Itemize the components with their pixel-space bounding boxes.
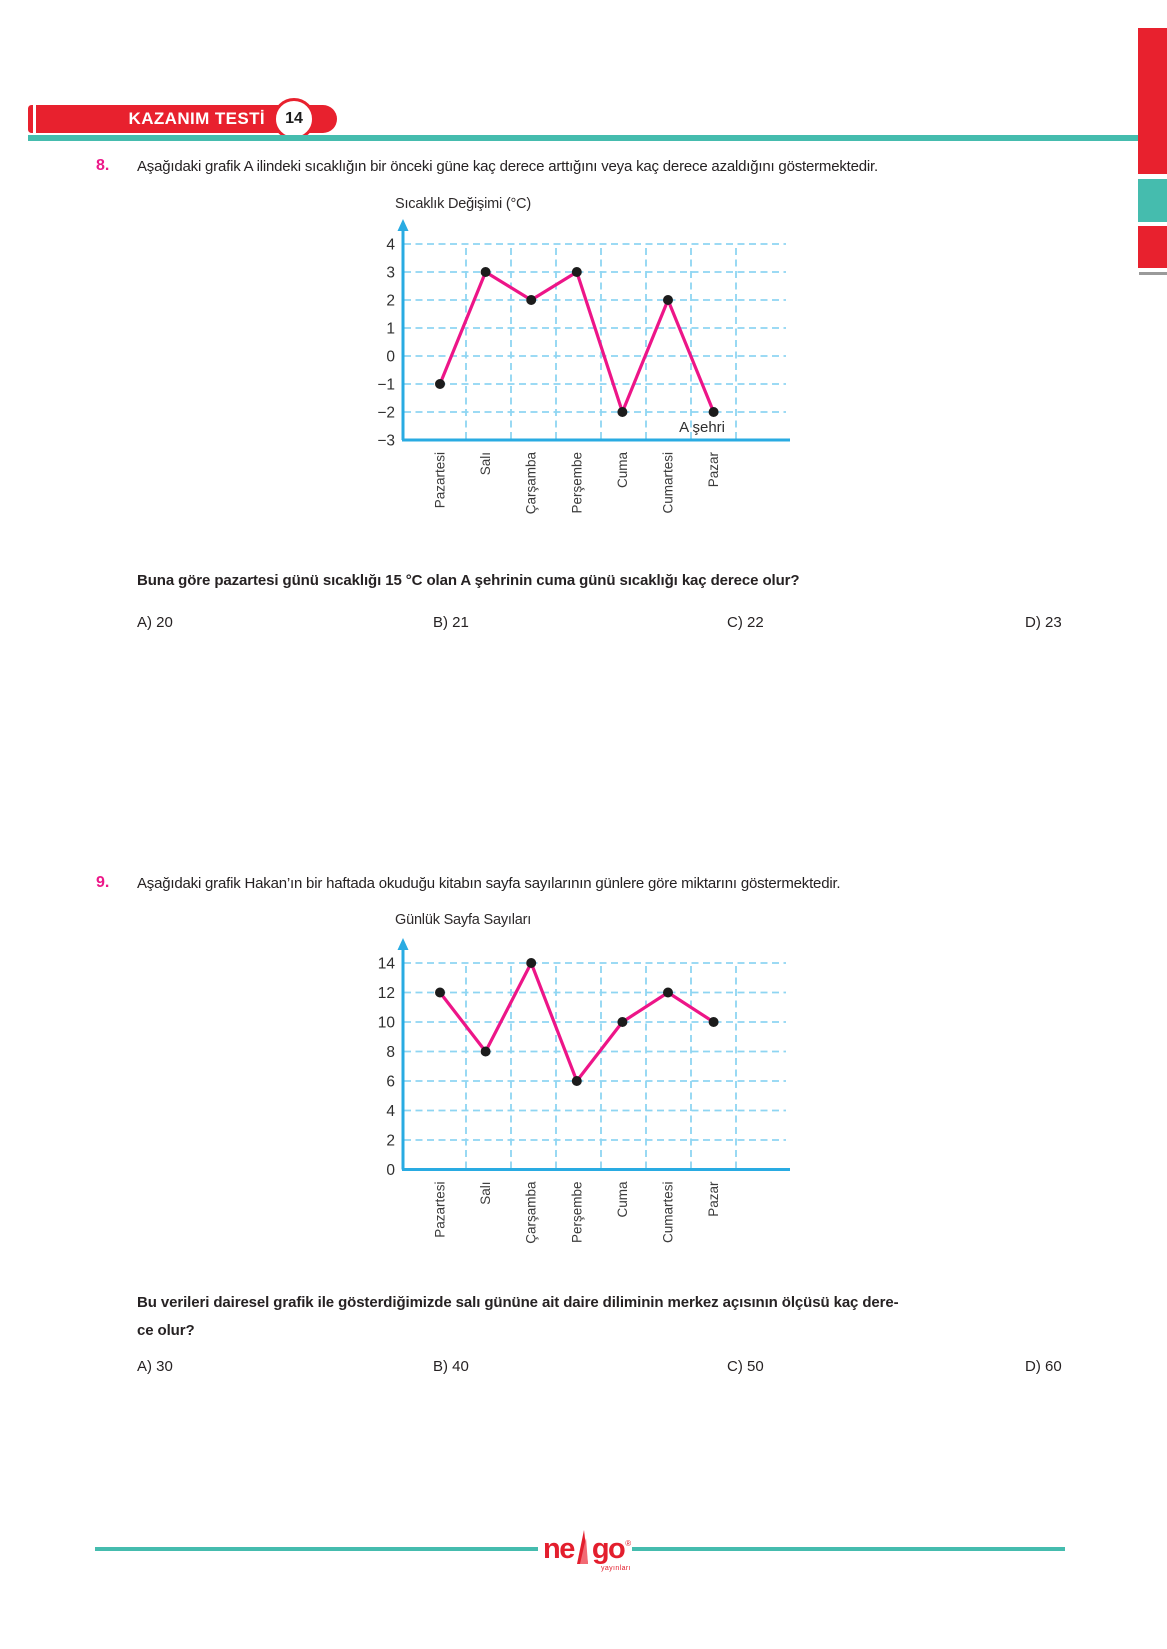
- x-category-label: Perşembe: [569, 1181, 585, 1244]
- edge-red-bar: [1138, 28, 1167, 174]
- question-9-option-b: B) 40: [433, 1358, 469, 1375]
- x-category-label: Pazar: [706, 1181, 722, 1217]
- y-tick-label: 2: [386, 292, 395, 310]
- header-underline: [28, 135, 1138, 141]
- data-point: [617, 407, 627, 417]
- question-8-option-d: D) 23: [1025, 614, 1062, 631]
- y-tick-label: 2: [386, 1132, 395, 1150]
- y-tick-label: 12: [377, 985, 395, 1002]
- y-tick-label: 8: [386, 1044, 395, 1061]
- y-tick-label: 14: [377, 955, 395, 973]
- y-tick-label: −3: [377, 432, 395, 450]
- data-point: [617, 1017, 627, 1027]
- logo-text-ne: ne: [543, 1533, 574, 1565]
- y-tick-label: 3: [386, 264, 395, 282]
- question-9-option-d: D) 60: [1025, 1358, 1062, 1375]
- data-point: [709, 1017, 719, 1027]
- data-point: [526, 295, 536, 305]
- question-9-text: [137, 1289, 899, 1345]
- y-tick-label: 6: [386, 1073, 395, 1091]
- registered-mark: ®: [625, 1539, 632, 1548]
- data-point: [526, 958, 536, 968]
- book-icon: [575, 1528, 591, 1566]
- y-tick-label: 4: [386, 1103, 395, 1120]
- test-number-badge: 14: [273, 98, 315, 140]
- question-8-text: Buna göre pazartesi günü sıcaklığı 15 °C olan A şehrinin cuma günü sıcaklığı kaç derece olur?: [137, 572, 800, 589]
- y-tick-label: 0: [386, 348, 395, 366]
- footer-rule-left: [95, 1547, 538, 1551]
- question-8-option-a: A) 20: [137, 614, 173, 631]
- page-title: KAZANIM TESTİ: [128, 109, 265, 128]
- data-point: [481, 1047, 491, 1057]
- data-point: [435, 988, 445, 998]
- x-category-label: Pazartesi: [432, 1181, 448, 1238]
- x-category-label: Cuma: [614, 1181, 630, 1218]
- x-category-label: Cumartesi: [660, 1181, 676, 1244]
- chart-1-title: Sıcaklık Değişimi (°C): [395, 196, 531, 212]
- question-9-option-c: C) 50: [727, 1358, 764, 1375]
- y-tick-label: 1: [386, 320, 395, 338]
- edge-teal-square: [1138, 179, 1167, 222]
- x-category-label: Salı: [478, 452, 494, 476]
- data-point: [435, 379, 445, 389]
- question-8-number: 8.: [96, 157, 110, 174]
- x-category-label: Cumartesi: [660, 452, 676, 514]
- edge-red-square: [1138, 226, 1167, 268]
- chart-2-plot: [358, 934, 790, 1262]
- chart-1-plot: [358, 218, 790, 532]
- chart-2: [358, 912, 798, 1267]
- x-category-label: Çarşamba: [523, 1181, 539, 1244]
- chart-annotation: A şehri: [679, 419, 725, 436]
- header-banner-stripe: [33, 105, 36, 133]
- y-tick-label: −2: [377, 404, 395, 422]
- y-tick-label: 0: [386, 1162, 395, 1179]
- data-point: [663, 988, 673, 998]
- chart-1: [358, 196, 798, 537]
- data-point: [481, 267, 491, 277]
- question-9-intro: Aşağıdaki grafik Hakan’ın bir haftada okuduğu kitabın sayfa sayılarının günlere göre miktarını göstermektedir.: [137, 875, 841, 892]
- chart-2-title: Günlük Sayfa Sayıları: [395, 912, 532, 928]
- y-axis-arrow: [398, 219, 409, 231]
- question-9-text-line-2: ce olur?: [137, 1322, 195, 1339]
- x-category-label: Pazar: [706, 452, 722, 488]
- y-tick-label: 4: [386, 236, 395, 254]
- x-category-label: Perşembe: [569, 452, 585, 514]
- data-point: [709, 407, 719, 417]
- y-axis-arrow: [398, 938, 409, 950]
- y-tick-label: 10: [377, 1014, 395, 1032]
- logo-text-go: go: [591, 1533, 625, 1565]
- edge-gray-line: [1139, 272, 1167, 275]
- x-category-label: Salı: [478, 1181, 494, 1205]
- y-tick-label: −1: [377, 376, 395, 394]
- x-category-label: Pazartesi: [432, 452, 448, 509]
- x-category-label: Çarşamba: [523, 452, 539, 515]
- x-category-label: Cuma: [614, 452, 630, 489]
- question-9-text-line-1: Bu verileri dairesel grafik ile gösterdiğimizde salı gününe ait daire diliminin merkez açısının ölçüsü kaç dere-: [137, 1294, 899, 1311]
- data-point: [572, 1076, 582, 1086]
- question-8-option-c: C) 22: [727, 614, 764, 631]
- publisher-logo: [543, 1524, 639, 1574]
- logo-subtext: yayınları: [600, 1565, 631, 1572]
- question-8-intro: Aşağıdaki grafik A ilindeki sıcaklığın bir önceki güne kaç derece arttığını veya kaç derece azaldığını göstermektedir.: [137, 158, 878, 175]
- footer-rule-right: [632, 1547, 1065, 1551]
- question-9-number: 9.: [96, 874, 110, 891]
- question-9-option-a: A) 30: [137, 1358, 173, 1375]
- data-line: [440, 272, 714, 412]
- data-point: [663, 295, 673, 305]
- data-point: [572, 267, 582, 277]
- question-8-option-b: B) 21: [433, 614, 469, 631]
